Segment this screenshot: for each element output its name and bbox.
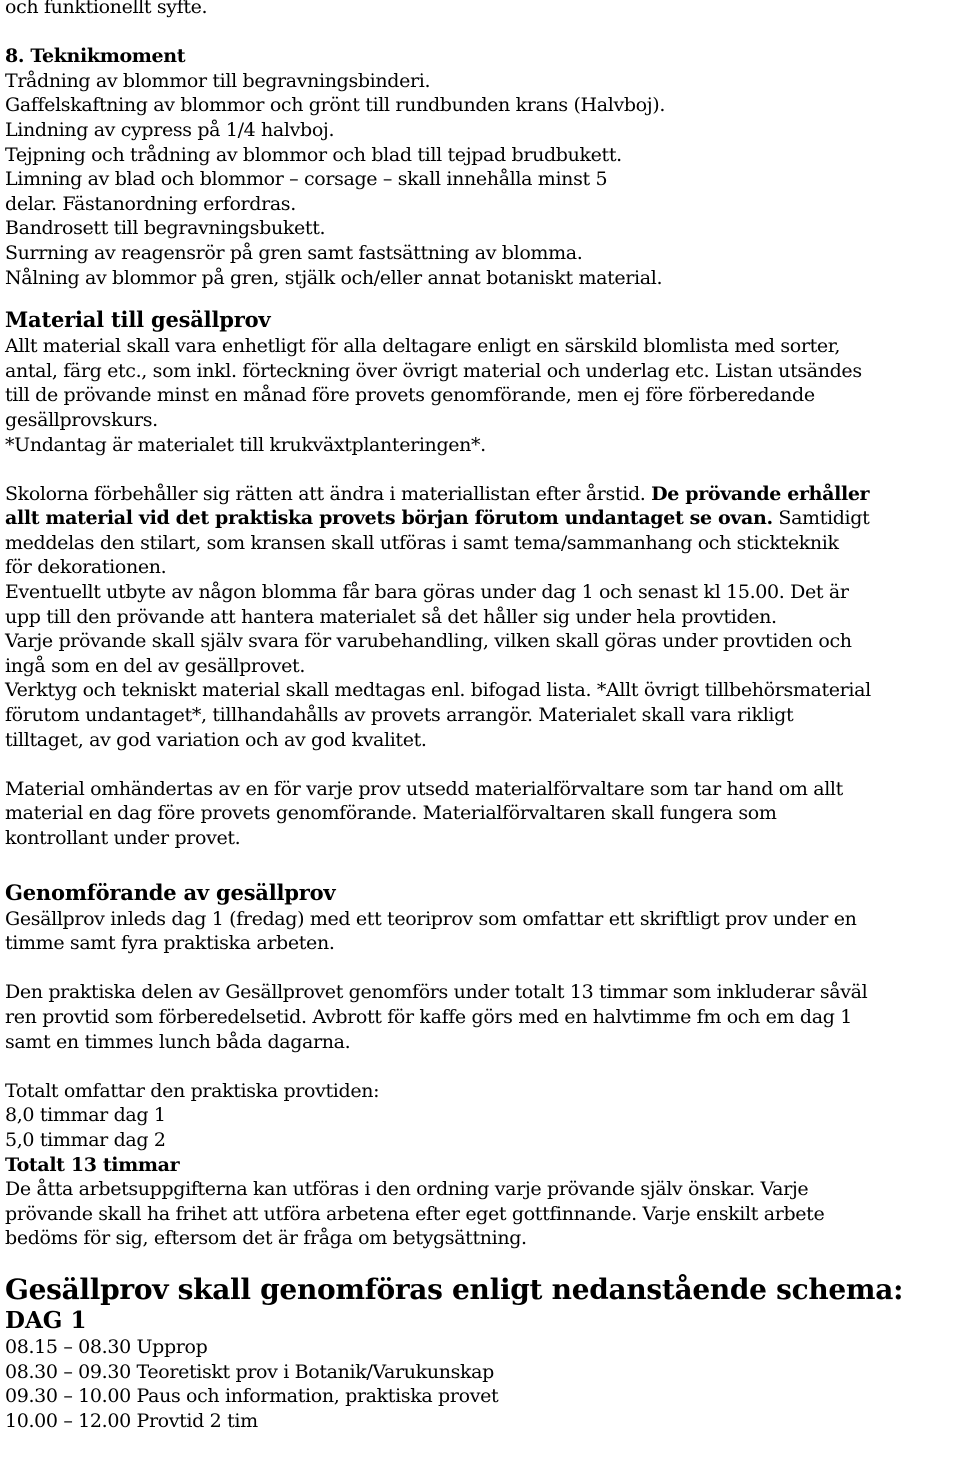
teknikmoment-line: Bandrosett till begravningsbukett. <box>5 217 326 240</box>
material-line: till de prövande minst en månad före provets genomförande, men ej före förberedande <box>5 384 815 407</box>
genomforande-line: ren provtid som förberedelsetid. Avbrott för kaffe görs med en halvtimme fm och em dag 1 <box>5 1005 852 1028</box>
material-line: kontrollant under provet. <box>5 827 241 849</box>
material-line: gesällprovskurs. <box>5 408 158 431</box>
genomforande-line: bedöms för sig, eftersom det är fråga om betygsättning. <box>5 1227 527 1250</box>
material-line: Varje prövande skall själv svara för varubehandling, vilken skall göras under provtiden och <box>5 630 852 653</box>
material-line: meddelas den stilart, som kransen skall utföras i samt tema/sammanhang och stickteknik <box>5 531 839 554</box>
material-line: upp till den prövande att hantera materialet så det håller sig under hela provtiden. <box>5 605 777 628</box>
material-line: Allt material skall vara enhetligt för alla deltagare enligt en särskild blomlista med sorter, <box>5 335 841 358</box>
material-line: material en dag före provets genomförande. Materialförvaltaren skall fungera som <box>5 802 777 825</box>
day1-heading: DAG 1 <box>5 1306 87 1334</box>
section-material <box>5 306 957 850</box>
total-hours: Totalt 13 timmar <box>5 1153 180 1176</box>
genomforande-line: De åtta arbetsuppgifterna kan utföras i den ordning varje prövande själv önskar. Varje <box>5 1178 809 1201</box>
genomforande-line: timme samt fyra praktiska arbeten. <box>5 932 335 955</box>
teknikmoment-line: Trådning av blommor till begravningsbinderi. <box>5 69 431 92</box>
material-line: *Undantag är materialet till krukväxtplanteringen*. <box>5 433 486 456</box>
genomforande-line: 5,0 timmar dag 2 <box>5 1128 166 1151</box>
material-emphasis: De prövande erhåller <box>651 482 870 505</box>
teknikmoment-line: delar. Fästanordning erfordras. <box>5 192 296 215</box>
genomforande-line: Den praktiska delen av Gesällprovet genomförs under totalt 13 timmar som inkluderar såväl <box>5 981 868 1004</box>
genomforande-line: 8,0 timmar dag 1 <box>5 1104 166 1127</box>
teknikmoment-line: Surrning av reagensrör på gren samt fastsättning av blomma. <box>5 241 583 264</box>
material-line: ingå som en del av gesällprovet. <box>5 654 306 677</box>
schema-heading: Gesällprov skall genomföras enligt nedanstående schema: <box>5 1272 904 1306</box>
section-schema <box>5 1273 957 1433</box>
material-line: förutom undantaget*, tillhandahålls av provets arrangör. Materialet skall vara rikligt <box>5 704 794 727</box>
material-text: Skolorna förbehåller sig rätten att ändra i materiallistan efter årstid. <box>5 482 652 505</box>
spacer <box>5 20 957 45</box>
material-heading: Material till gesällprov <box>5 307 271 333</box>
teknikmoment-line: Tejpning och trådning av blommor och blad till tejpad brudbukett. <box>5 143 622 166</box>
schedule-item: 08.30 – 09.30 Teoretiskt prov i Botanik/Varukunskap <box>5 1360 494 1383</box>
genomforande-line: samt en timmes lunch båda dagarna. <box>5 1030 351 1053</box>
material-line: tilltaget, av god variation och av god kvalitet. <box>5 728 427 751</box>
section-teknikmoment <box>5 44 957 290</box>
schedule-item: 08.15 – 08.30 Upprop <box>5 1335 208 1358</box>
document-page <box>5 0 957 1433</box>
intro-line: och funktionellt syfte. <box>5 0 208 18</box>
spacer <box>5 290 957 306</box>
teknikmoment-line: Lindning av cypress på 1/4 halvboj. <box>5 118 335 141</box>
section-genomforande <box>5 879 957 1251</box>
material-line: Verktyg och tekniskt material skall medtagas enl. bifogad lista. *Allt övrigt tillbehörsmaterial <box>5 679 871 702</box>
spacer <box>5 1054 957 1079</box>
genomforande-line: Totalt omfattar den praktiska provtiden: <box>5 1079 380 1102</box>
spacer <box>5 1251 957 1273</box>
material-line: för dekorationen. <box>5 556 167 579</box>
teknikmoment-line: Nålning av blommor på gren, stjälk och/eller annat botaniskt material. <box>5 266 663 289</box>
material-line <box>5 482 957 507</box>
teknikmoment-line: Gaffelskaftning av blommor och grönt till rundbunden krans (Halvboj). <box>5 94 666 117</box>
material-emphasis: allt material vid det praktiska provets början förutom undantaget se ovan. <box>5 507 773 530</box>
spacer <box>5 851 957 879</box>
schedule-item: 10.00 – 12.00 Provtid 2 tim <box>5 1409 258 1432</box>
genomforande-heading: Genomförande av gesällprov <box>5 879 336 905</box>
teknikmoment-line: Limning av blad och blommor – corsage – skall innehålla minst 5 <box>5 168 608 191</box>
spacer <box>5 956 957 981</box>
spacer <box>5 457 957 482</box>
material-line: Eventuellt utbyte av någon blomma får bara göras under dag 1 och senast kl 15.00. Det är <box>5 581 849 604</box>
spacer <box>5 752 957 777</box>
teknikmoment-heading: 8. Teknikmoment <box>5 45 186 68</box>
genomforande-line: Gesällprov inleds dag 1 (fredag) med ett teoriprov som omfattar ett skriftligt prov under en <box>5 907 857 930</box>
material-text: Samtidigt <box>772 507 870 530</box>
material-line: Material omhändertas av en för varje prov utsedd materialförvaltare som tar hand om allt <box>5 777 843 800</box>
genomforande-line: prövande skall ha frihet att utföra arbetena efter eget gottfinnande. Varje enskilt arbete <box>5 1202 825 1225</box>
material-line: antal, färg etc., som inkl. förteckning över övrigt material och underlag etc. Listan utsändes <box>5 359 862 382</box>
material-line <box>5 506 957 531</box>
schedule-item: 09.30 – 10.00 Paus och information, praktiska provet <box>5 1385 499 1408</box>
